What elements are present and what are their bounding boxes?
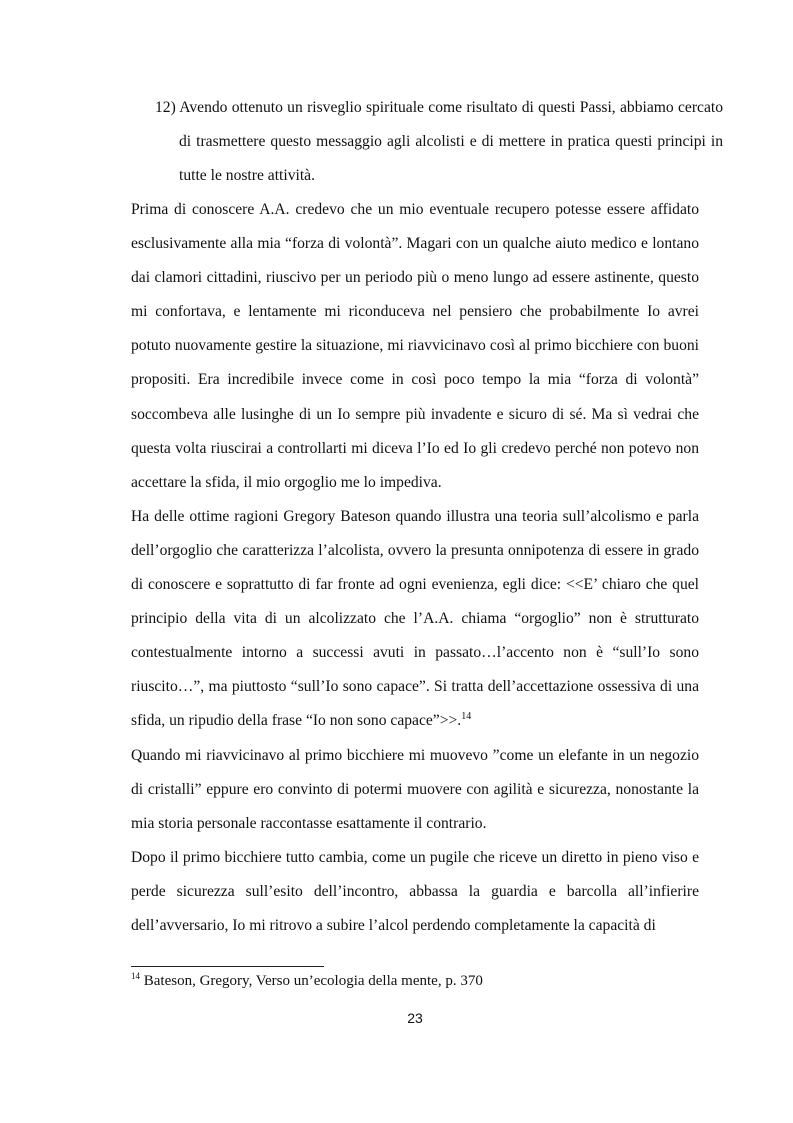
footnote-text: Bateson, Gregory, Verso un’ecologia della mente, p. 370 (143, 973, 483, 989)
paragraph (131, 500, 699, 739)
numbered-list-item (155, 91, 723, 193)
paragraph: Quando mi riavvicinavo al primo bicchiere mi muovevo ”come un elefante in un negozio di cristalli” eppure ero convinto di potermi muovere con agilità e sicurezza, nonostante la mia storia personale raccontasse esattamente il contrario. (131, 746, 699, 832)
paragraph: Dopo il primo bicchiere tutto cambia, come un pugile che riceve un diretto in pieno viso e perde sicurezza sull’esito dell’incontro, abbassa la guardia e barcolla all’infierire dell’avversario, Io mi ritrovo a subire l’alcol perdendo completamente la capacità di (131, 848, 699, 934)
paragraph: Prima di conoscere A.A. credevo che un mio eventuale recupero potesse essere affidato esclusivamente alla mia “forza di volontà”. Magari con un qualche aiuto medico e lontano dai clamori cittadini, riuscivo per un periodo più o meno lungo ad essere astinente, questo mi confortava, e lentamente mi riconduceva nel pensiero che probabilmente Io avrei potuto nuovamente gestire la situazione, mi riavvicinavo così al primo bicchiere con buoni propositi. Era incredibile invece come in così poco tempo la mia “forza di volontà” soccombeva alle lusinghe di un Io sempre più invadente e sicuro di sé. Ma sì vedrai che questa volta riuscirai a controllarti mi diceva l’Io ed Io gli credevo perché non potevo non accettare la sfida, il mio orgoglio me lo impediva. (131, 201, 699, 491)
paragraph-text: Ha delle ottime ragioni Gregory Bateson quando illustra una teoria sull’alcolismo e parla dell’orgoglio che caratterizza l’alcolista, ovvero la presunta onnipotenza di essere in grado di conoscere e soprattutto di far fronte ad ogni evenienza, egli dice: <<E’ chiaro che quel principio della vita di un alcolizzato che l’A.A. chiama “orgoglio” non è strutturato contestualmente intorno a successi avuti in passato…l’accento non è “sull’Io sono riuscito…”, ma piuttosto “sull’Io sono capace”. Si tratta dell’accettazione ossessiva di una sfida, un ripudio della frase “Io non sono capace”>>. (131, 507, 699, 730)
footnote-reference[interactable]: 14 (461, 711, 472, 723)
footnote-separator (131, 966, 324, 967)
list-item-text: Avendo ottenuto un risveglio spirituale come risultato di questi Passi, abbiamo cercato di trasmettere questo messaggio agli alcolisti e di mettere in pratica questi principi in tutte le nostre attività. (179, 99, 723, 184)
footnote-number: 14 (131, 971, 140, 981)
footnote (131, 973, 699, 990)
list-item-number: 12) (155, 99, 176, 116)
page-number: 23 (407, 1010, 423, 1026)
body-text (131, 193, 699, 943)
